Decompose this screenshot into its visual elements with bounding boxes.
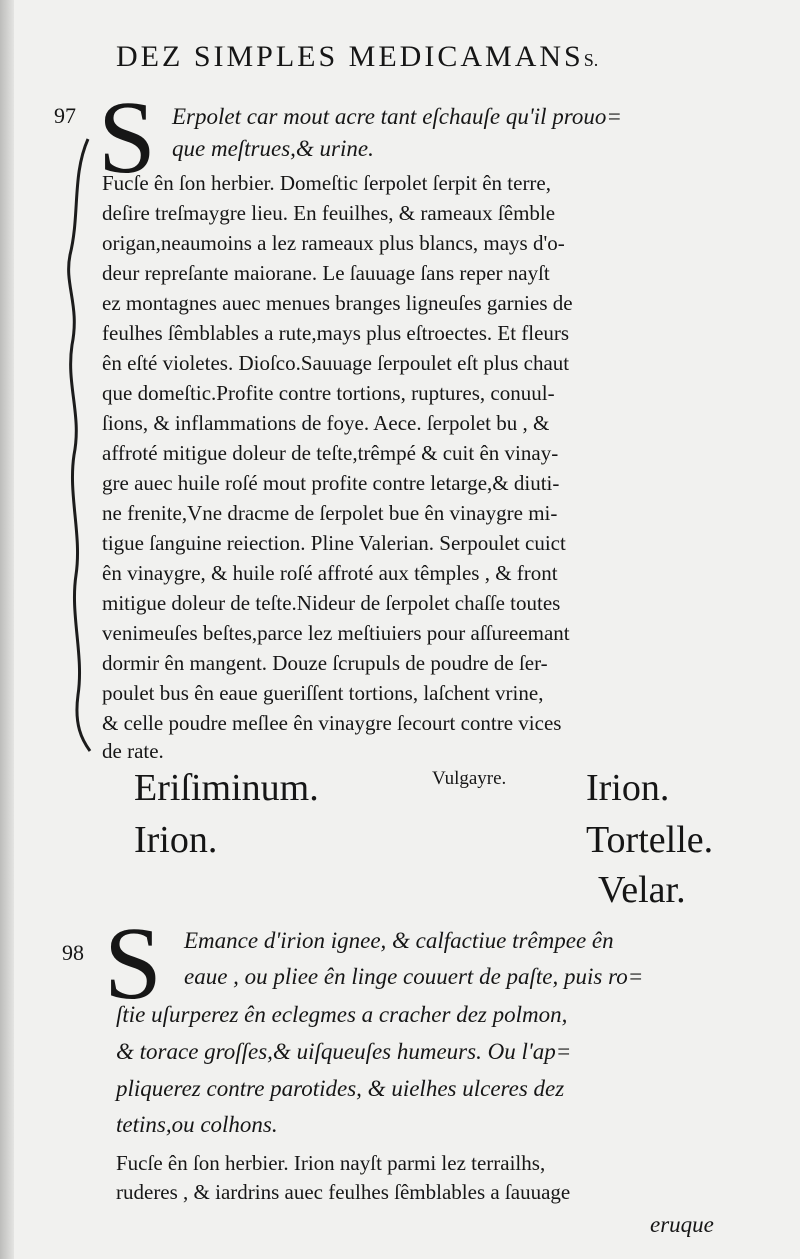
body-line: deſire treſmaygre lieu. En feuilhes, & rameaux ſêmble	[102, 201, 556, 225]
body-line: ne frenite,Vne dracme de ſerpolet bue ên vinaygre mi-	[102, 501, 558, 525]
body-line: Fucſe ên ſon herbier. Domeſtic ſerpolet ſerpit ên terre,	[102, 171, 551, 195]
entry-98-italic-line: pliquerez contre parotides, & uielhes ulceres dez	[116, 1076, 565, 1101]
entry-98-italic-line: ſtie uſurperez ên eclegmes a cracher dez polmon,	[116, 1002, 568, 1027]
body-line: tigue ſanguine reiection. Pline Valerian. Serpoulet cuict	[102, 531, 566, 555]
body-line: de rate.	[102, 739, 164, 763]
entry-98-italic-line: tetins,ou colhons.	[116, 1112, 278, 1137]
entry-number-97: 97	[54, 103, 76, 128]
drop-cap-98: S	[104, 906, 162, 1021]
handwritten-bracket-mark	[60, 135, 100, 755]
vulgar-name-2: Tortelle.	[586, 819, 714, 861]
body-line: ên vinaygre, & huile roſé affroté aux têmples , & front	[102, 561, 558, 585]
body-line: venimeuſes beſtes,parce lez meſtiuiers pour aſſureemant	[102, 621, 570, 645]
running-head	[116, 40, 716, 74]
running-head-text: DEZ SIMPLES MEDICAMANS	[116, 40, 584, 73]
vulgar-label: Vulgayre.	[432, 768, 507, 789]
latin-name-2: Irion.	[134, 819, 218, 861]
body-line: ſions, & inflammations de foye. Aece. ſerpolet bu , &	[102, 411, 550, 435]
signature-mark: S.	[583, 50, 599, 70]
body-line: & celle poudre meſlee ên vinaygre ſecourt contre vices	[102, 711, 562, 735]
body-line: dormir ên mangent. Douze ſcrupuls de poudre de ſer-	[102, 651, 548, 675]
body-line: ên eſté violetes. Dioſco.Sauuage ſerpoulet eſt plus chaut	[102, 351, 570, 375]
body-line: poulet bus ên eaue gueriſſent tortions, laſchent vrine,	[102, 681, 544, 705]
drop-cap-97: S	[98, 80, 156, 195]
page-edge	[0, 0, 14, 1259]
body-line: que domeſtic.Profite contre tortions, ruptures, conuul-	[102, 381, 555, 405]
body-line: mitigue doleur de teſte.Nideur de ſerpolet chaſſe toutes	[102, 591, 561, 615]
body-line: Fucſe ên ſon herbier. Irion nayſt parmi lez terrailhs,	[116, 1151, 546, 1175]
body-line: affroté mitigue doleur de teſte,trêmpé & cuit ên vinay-	[102, 441, 559, 465]
latin-name-1: Eriſiminum.	[134, 767, 319, 809]
catchword: eruque	[650, 1212, 714, 1237]
body-line: origan,neaumoins a lez rameaux plus blancs, mays d'o-	[102, 231, 565, 255]
body-line: feulhes ſêmblables a rute,mays plus eſtroectes. Et fleurs	[102, 321, 570, 345]
entry-98-italic-line: & torace groſſes,& uiſqueuſes humeurs. Ou l'ap=	[116, 1039, 572, 1064]
entry-97-italic-line: que meſtrues,& urine.	[172, 136, 374, 161]
entry-98-italic-line: eaue , ou pliee ên linge couuert de paſte, puis ro=	[184, 964, 644, 989]
body-line: gre auec huile roſé mout profite contre letarge,& diuti-	[102, 471, 560, 495]
entry-97-italic-line: Erpolet car mout acre tant eſchauſe qu'il prouo=	[172, 104, 622, 129]
entry-number-98: 98	[62, 940, 84, 965]
vulgar-name-1: Irion.	[586, 767, 670, 809]
body-line: deur repreſante maiorane. Le ſauuage ſans reper nayſt	[102, 261, 550, 285]
entry-98-italic-line: Emance d'irion ignee, & calfactiue trêmpee ên	[184, 928, 614, 953]
body-line: ruderes , & iardrins auec feulhes ſêmblables a ſauuage	[116, 1180, 571, 1204]
body-line: ez montagnes auec menues branges ligneuſes garnies de	[102, 291, 573, 315]
vulgar-name-3: Velar.	[598, 869, 686, 911]
